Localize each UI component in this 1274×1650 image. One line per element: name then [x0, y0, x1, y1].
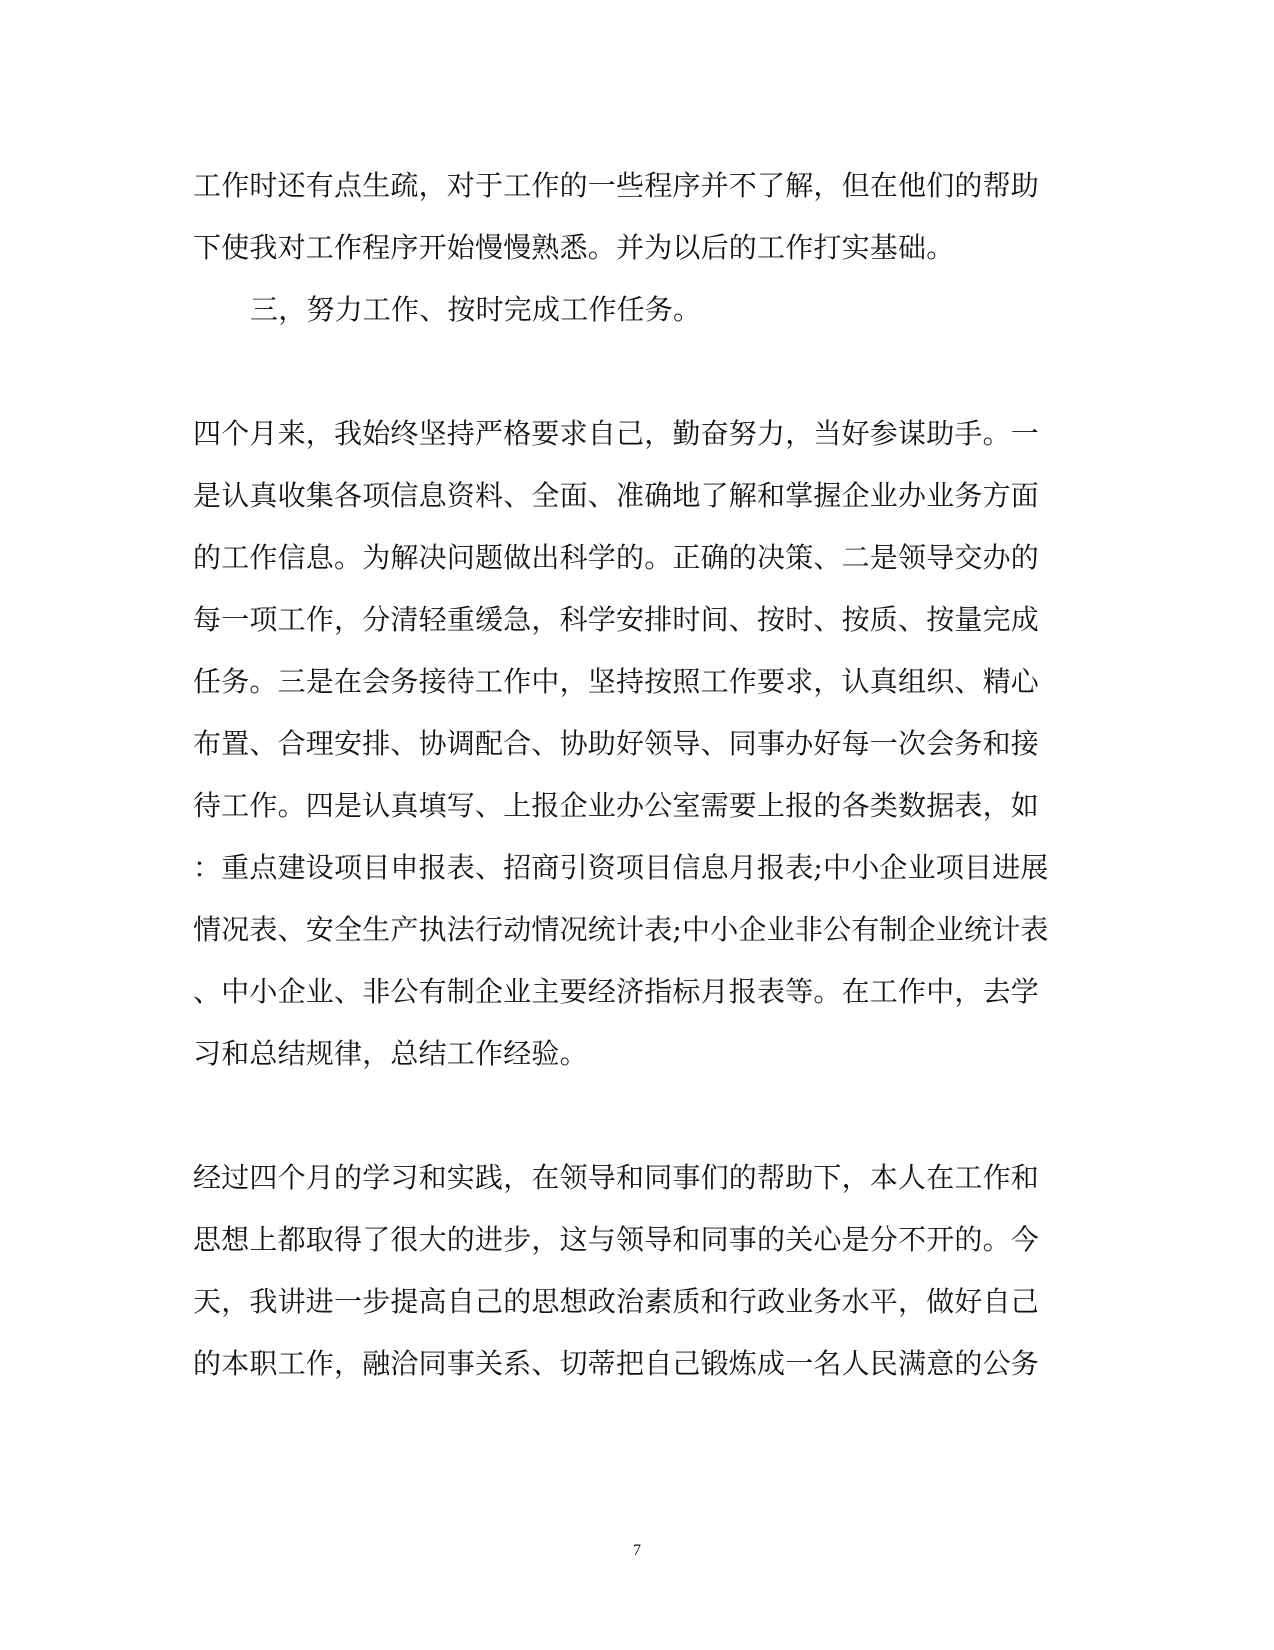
section-heading: 三，努力工作、按时完成工作任务。: [250, 293, 702, 326]
text-line: 任务。三是在会务接待工作中，坚持按照工作要求，认真组织、精心: [193, 665, 1040, 698]
text-line: 工作时还有点生疏，对于工作的一些程序并不了解，但在他们的帮助: [193, 169, 1040, 202]
text-line: 四个月来，我始终坚持严格要求自己，勤奋努力，当好参谋助手。一: [193, 417, 1040, 450]
text-line: 思想上都取得了很大的进步，这与领导和同事的关心是分不开的。今: [193, 1223, 1040, 1256]
text-line: 天，我讲进一步提高自己的思想政治素质和行政业务水平，做好自己: [193, 1285, 1040, 1318]
text-line: 的工作信息。为解决问题做出科学的。正确的决策、二是领导交办的: [193, 541, 1040, 574]
text-line: ：重点建设项目申报表、招商引资项目信息月报表;中小企业项目进展: [193, 851, 1049, 884]
text-line: 经过四个月的学习和实践，在领导和同事们的帮助下，本人在工作和: [193, 1161, 1040, 1194]
text-line: 下使我对工作程序开始慢慢熟悉。并为以后的工作打实基础。: [193, 231, 955, 264]
text-line: 是认真收集各项信息资料、全面、准确地了解和掌握企业办业务方面: [193, 479, 1040, 512]
text-line: 每一项工作，分清轻重缓急，科学安排时间、按时、按质、按量完成: [193, 603, 1040, 636]
page-number: 7: [633, 1542, 641, 1559]
text-line: 习和总结规律，总结工作经验。: [193, 1037, 588, 1070]
text-line: 的本职工作，融洽同事关系、切蒂把自己锻炼成一名人民满意的公务: [193, 1347, 1040, 1380]
text-line: 情况表、安全生产执法行动情况统计表;中小企业非公有制企业统计表: [193, 913, 1049, 946]
text-line: 、中小企业、非公有制企业主要经济指标月报表等。在工作中，去学: [193, 975, 1040, 1008]
text-line: 布置、合理安排、协调配合、协助好领导、同事办好每一次会务和接: [193, 727, 1040, 760]
text-line: 待工作。四是认真填写、上报企业办公室需要上报的各类数据表，如: [193, 789, 1040, 822]
